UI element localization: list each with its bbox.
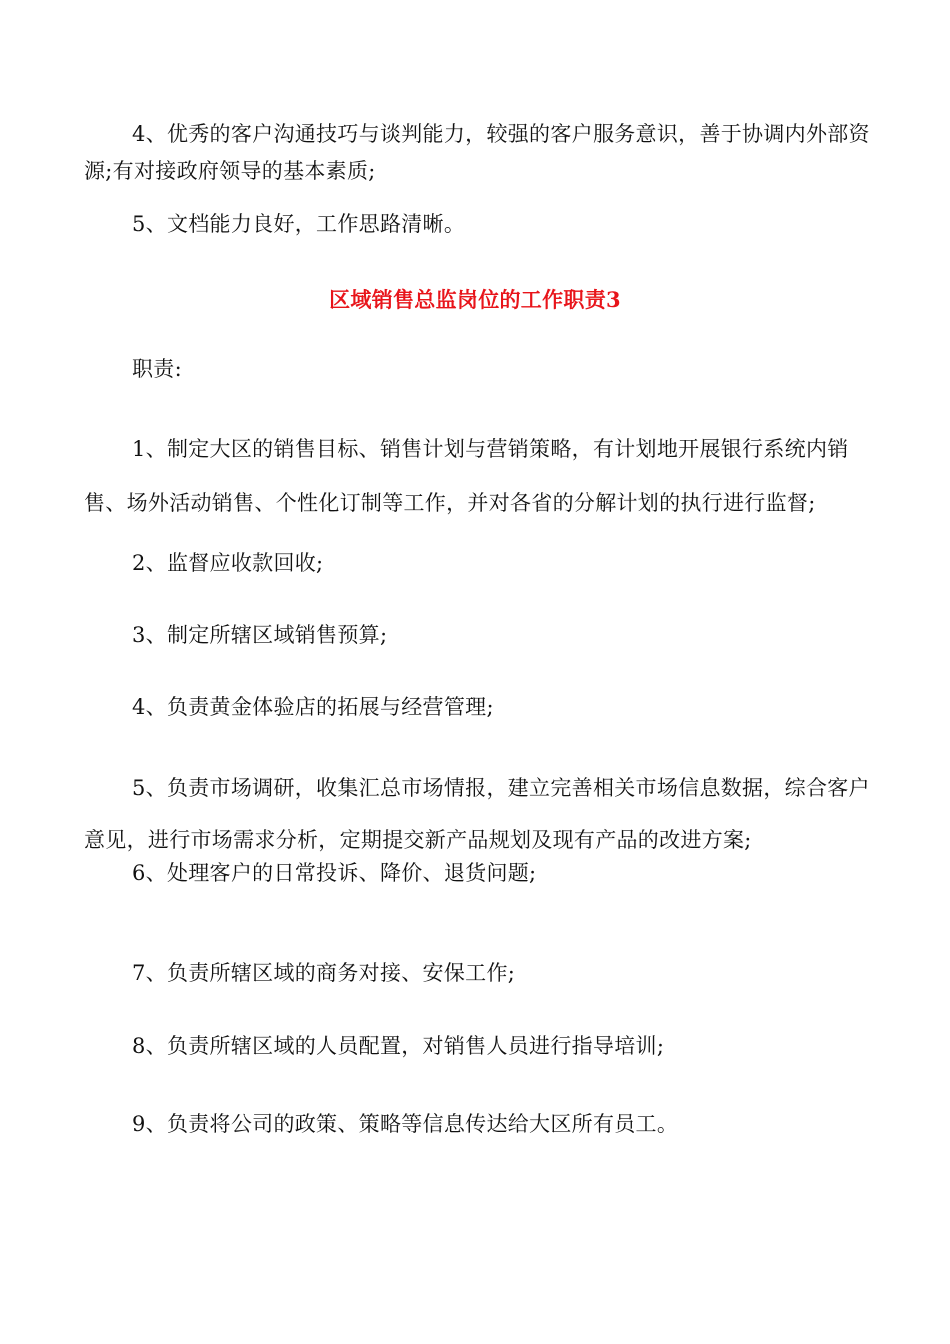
section-title: 区域销售总监岗位的工作职责3 [329,287,621,312]
duty-item-3: 3、制定所辖区域销售预算; [132,623,388,647]
requirement-item-5: 5、文档能力良好，工作思路清晰。 [132,212,466,236]
duty-item-9: 9、负责将公司的政策、策略等信息传达给大区所有员工。 [132,1112,679,1136]
duty-item-4: 4、负责黄金体验店的拓展与经营管理; [132,695,494,719]
duty-item-1: 1、制定大区的销售目标、销售计划与营销策略，有计划地开展银行系统内销售、场外活动销售、个性化订制等工作，并对各省的分解计划的执行进行监督; [84,437,849,515]
duty-item-5: 5、负责市场调研，收集汇总市场情报，建立完善相关市场信息数据，综合客户意见，进行市场需求分析，定期提交新产品规划及现有产品的改进方案; [84,776,870,852]
duty-item-7: 7、负责所辖区域的商务对接、安保工作; [132,961,516,985]
requirement-item-4: 4、优秀的客户沟通技巧与谈判能力，较强的客户服务意识，善于协调内外部资源;有对接政府领导的基本素质; [84,122,870,183]
duty-item-6: 6、处理客户的日常投诉、降价、退货问题; [132,861,537,885]
duty-item-8: 8、负责所辖区域的人员配置，对销售人员进行指导培训; [132,1034,665,1058]
duties-label: 职责: [132,357,182,381]
duty-item-2: 2、监督应收款回收; [132,551,324,575]
